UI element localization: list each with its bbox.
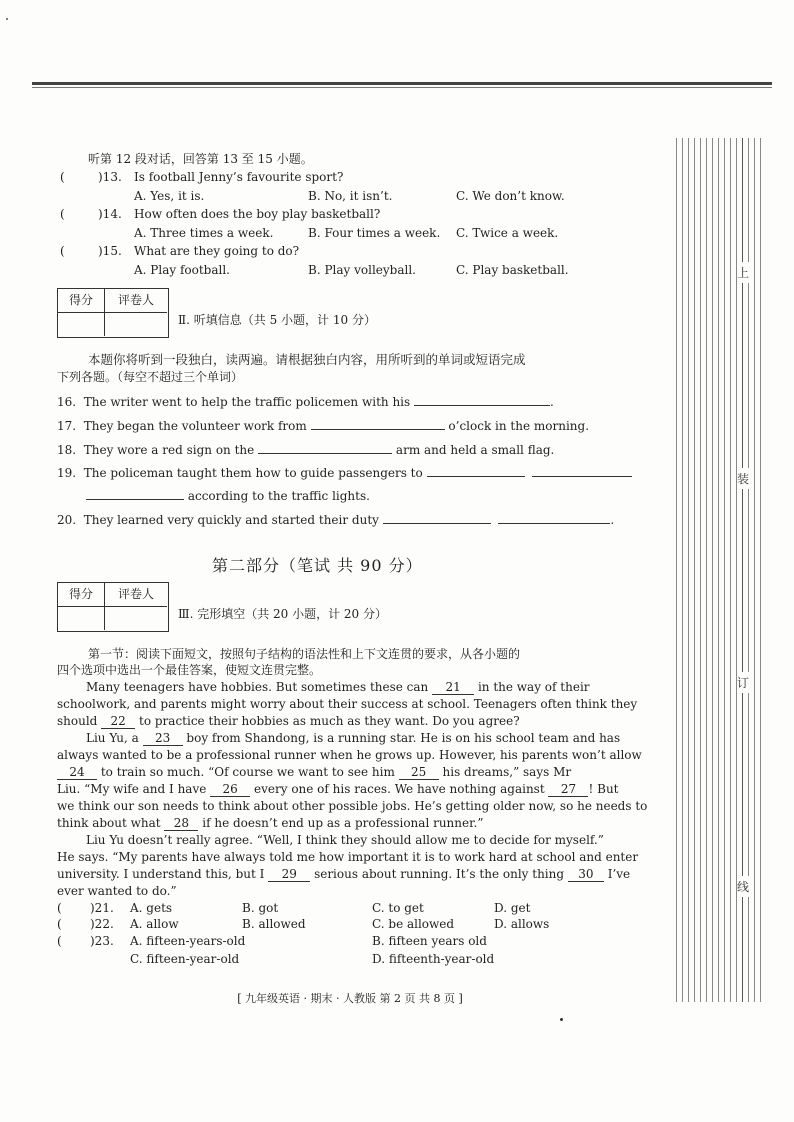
answer-paren[interactable]: ( (57, 901, 62, 915)
binding-char-ding: 订 (737, 672, 749, 693)
grader-label: 评卷人 (105, 583, 167, 607)
option-b: B. got (242, 901, 279, 915)
option-a: A. gets (130, 901, 173, 915)
answer-blank[interactable] (383, 511, 491, 524)
scan-speck (560, 1018, 563, 1021)
binding-char-shang: 上 (737, 262, 749, 283)
option-d: D. get (494, 901, 531, 915)
passage-line: Liu. “My wife and I have 26 every one of his races. We have nothing against 27 ! But (57, 782, 619, 796)
grader-field[interactable] (105, 607, 167, 630)
cloze-blank-21[interactable]: 21 (432, 680, 474, 695)
score-label: 得分 (58, 289, 105, 313)
option-c: C. fifteen-year-old (130, 952, 240, 966)
cloze-blank-29[interactable]: 29 (268, 867, 310, 882)
passage-line: think about what 28 if he doesn’t end up as a professional runner.” (57, 816, 484, 830)
passage-line: schoolwork, and parents might worry about their success at school. Teenagers often think they (57, 697, 638, 711)
option-b: B. fifteen years old (372, 934, 487, 948)
answer-blank[interactable] (498, 511, 610, 524)
cloze-blank-24[interactable]: 24 (57, 765, 97, 780)
cloze-blank-22[interactable]: 22 (101, 714, 135, 729)
passage-line: we think our son needs to think about other possible jobs. He’s getting older now, so he needs to (57, 799, 648, 813)
passage-line: Liu Yu doesn’t really agree. “Well, I think they should allow me to decide for myself.” (86, 833, 604, 847)
option-c: C. Play basketball. (456, 263, 569, 277)
score-box (57, 582, 169, 632)
top-rule (32, 82, 772, 85)
score-box (57, 288, 169, 338)
answer-blank[interactable] (311, 417, 445, 430)
question-text: What are they going to do? (134, 244, 300, 258)
passage-line: should 22 to practice their hobbies as much as they want. Do you agree? (57, 714, 520, 728)
binding-margin (676, 138, 764, 1002)
question-number: )13. (98, 170, 122, 184)
answer-paren[interactable]: ( (60, 170, 65, 184)
answer-paren[interactable]: ( (57, 934, 62, 948)
score-field[interactable] (58, 313, 105, 336)
option-a: A. Yes, it is. (134, 189, 205, 203)
question-number: )14. (98, 207, 122, 221)
fill-item-19-cont: according to the traffic lights. (86, 487, 370, 503)
section-2-title: Ⅱ. 听填信息（共 5 小题，计 10 分） (178, 313, 376, 327)
option-d: D. allows (494, 917, 550, 931)
listening-instruction: 听第 12 段对话，回答第 13 至 15 小题。 (88, 152, 313, 166)
section-2-instruction: 本题你将听到一段独白，读两遍。请根据独白内容，用所听到的单词或短语完成 (88, 352, 526, 367)
option-a: A. Three times a week. (134, 226, 274, 240)
part-2-title: 第二部分（笔试 共 90 分） (212, 556, 423, 575)
option-b: B. Four times a week. (308, 226, 441, 240)
passage-line: university. I understand this, but I 29 serious about running. It’s the only thing 30 I’ve (57, 867, 631, 881)
cloze-blank-26[interactable]: 26 (210, 782, 250, 797)
cloze-blank-30[interactable]: 30 (568, 867, 604, 882)
option-a: A. Play football. (134, 263, 230, 277)
passage-line: He says. “My parents have always told me how important it is to work hard at school and enter (57, 850, 639, 864)
binding-char-zhuang: 装 (737, 468, 749, 489)
section-3-instruction-cont: 四个选项中选出一个最佳答案，使短文连贯完整。 (57, 663, 322, 677)
answer-blank[interactable] (86, 487, 184, 500)
option-c: C. Twice a week. (456, 226, 559, 240)
option-b: B. Play volleyball. (308, 263, 416, 277)
passage-line: Many teenagers have hobbies. But sometimes these can 21 in the way of their (86, 680, 590, 694)
option-d: D. fifteenth-year-old (372, 952, 495, 966)
section-3-instruction: 第一节：阅读下面短文，按照句子结构的语法性和上下文连贯的要求，从各小题的 (88, 647, 521, 661)
answer-paren[interactable]: ( (60, 244, 65, 258)
passage-line: Liu Yu, a 23 boy from Shandong, is a running star. He is on his school team and has (86, 731, 621, 745)
answer-blank[interactable] (258, 441, 392, 454)
answer-paren[interactable]: ( (57, 917, 62, 931)
top-rule-thin (32, 87, 772, 88)
section-2-instruction-cont: 下列各题。（每空不超过三个单词） (57, 370, 244, 384)
passage-line: ever wanted to do.” (57, 884, 177, 898)
fill-item-17: 17. They began the volunteer work from o’clock in the morning. (57, 419, 590, 433)
option-c: C. We don’t know. (456, 189, 565, 203)
passage-line: always wanted to be a professional runner when he grows up. However, his parents won’t allow (57, 748, 642, 762)
passage-line: 24 to train so much. “Of course we want to see him 25 his dreams,” says Mr (57, 765, 571, 780)
answer-blank[interactable] (414, 393, 550, 406)
option-c: C. to get (372, 901, 424, 915)
score-label: 得分 (58, 583, 105, 607)
fill-item-18: 18. They wore a red sign on the arm and held a small flag. (57, 443, 555, 457)
question-text: Is football Jenny’s favourite sport? (134, 170, 344, 184)
option-b: B. allowed (242, 917, 306, 931)
binding-char-xian: 线 (737, 876, 749, 897)
question-text: How often does the boy play basketball? (134, 207, 381, 221)
option-a: A. allow (130, 917, 179, 931)
answer-blank[interactable] (427, 464, 525, 477)
cloze-blank-28[interactable]: 28 (164, 816, 198, 831)
fill-item-16: 16. The writer went to help the traffic policemen with his . (57, 395, 554, 409)
answer-paren[interactable]: ( (60, 207, 65, 221)
fill-item-20: 20. They learned very quickly and started their duty . (57, 513, 615, 527)
page-footer: [ 九年级英语 · 期末 · 人教版 第 2 页 共 8 页 ] (237, 992, 463, 1005)
scan-dot (6, 18, 8, 20)
answer-blank[interactable] (532, 464, 632, 477)
question-number: )23. (90, 934, 114, 948)
option-a: A. fifteen-years-old (130, 934, 246, 948)
question-number: )15. (98, 244, 122, 258)
question-number: )22. (90, 917, 114, 931)
grader-label: 评卷人 (105, 289, 167, 313)
cloze-blank-23[interactable]: 23 (143, 731, 183, 746)
score-field[interactable] (58, 607, 105, 630)
fill-item-19: 19. The policeman taught them how to guide passengers to (57, 464, 632, 480)
grader-field[interactable] (105, 313, 167, 336)
question-number: )21. (90, 901, 114, 915)
section-3-title: Ⅲ. 完形填空（共 20 小题，计 20 分） (178, 607, 387, 621)
option-b: B. No, it isn’t. (308, 189, 393, 203)
option-c: C. be allowed (372, 917, 455, 931)
cloze-blank-25[interactable]: 25 (399, 765, 439, 780)
cloze-blank-27[interactable]: 27 (548, 782, 588, 797)
